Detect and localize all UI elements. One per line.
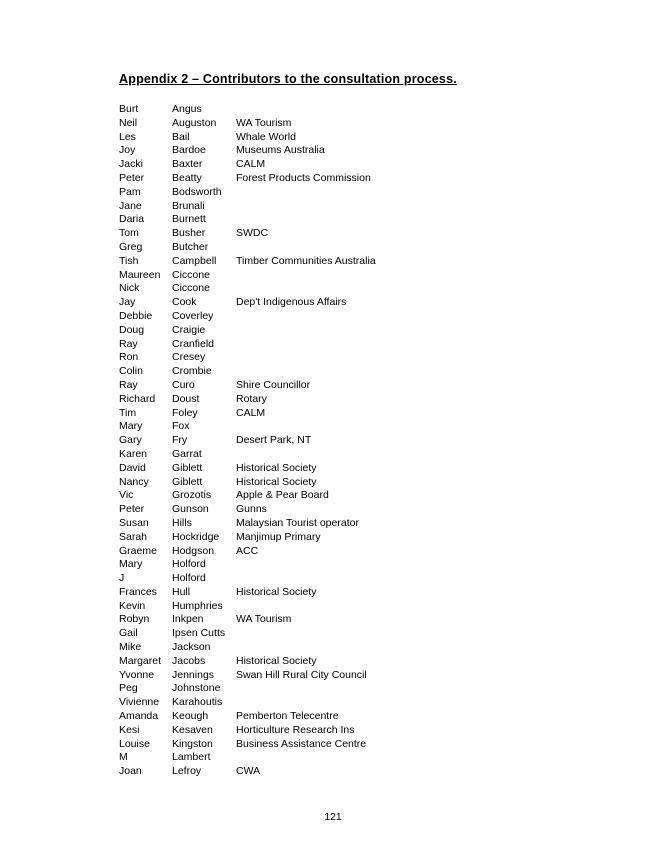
contributor-organisation xyxy=(236,682,536,696)
contributor-first-name: Maureen xyxy=(119,268,161,281)
contributor-first-name: Jacki xyxy=(119,158,143,171)
contributor-first-name: Sarah xyxy=(119,530,148,543)
contributor-organisation xyxy=(236,448,536,462)
contributor-organisation xyxy=(236,103,536,117)
contributor-first-name: Doug xyxy=(119,323,145,336)
contributor-surname: Hills xyxy=(172,516,192,529)
contributor-surname: Fry xyxy=(172,434,188,447)
contributor-first-name: Jay xyxy=(119,296,136,309)
contributor-organisation: Business Assistance Centre xyxy=(236,737,367,750)
table-row xyxy=(119,462,536,476)
table-row xyxy=(119,186,536,200)
contributor-surname: Bail xyxy=(172,130,190,143)
contributor-first-name: Nick xyxy=(119,282,140,295)
contributor-organisation xyxy=(236,641,536,655)
contributor-organisation: CALM xyxy=(236,158,266,171)
contributor-organisation xyxy=(236,241,536,255)
table-row xyxy=(119,255,536,269)
contributor-organisation: Timber Communities Australia xyxy=(236,254,376,267)
contributor-first-name: Vivienne xyxy=(119,696,160,709)
contributor-surname: Johnstone xyxy=(172,682,221,695)
contributor-surname: Inkpen xyxy=(172,613,204,626)
table-row xyxy=(119,269,536,283)
contributor-organisation xyxy=(236,269,536,283)
contributor-surname: Crombie xyxy=(172,365,212,378)
contributors-table xyxy=(119,103,536,779)
table-row xyxy=(119,227,536,241)
contributor-surname: Ciccone xyxy=(172,268,210,281)
table-row xyxy=(119,476,536,490)
table-row xyxy=(119,710,536,724)
page-title: Appendix 2 – Contributors to the consultation process. xyxy=(119,72,457,86)
contributor-surname: Lambert xyxy=(172,751,211,764)
table-row xyxy=(119,586,536,600)
contributor-organisation xyxy=(236,572,536,586)
contributor-surname: Fox xyxy=(172,420,190,433)
contributor-organisation xyxy=(236,696,536,710)
table-row xyxy=(119,655,536,669)
table-row xyxy=(119,172,536,186)
contributor-first-name: Nancy xyxy=(119,475,149,488)
table-row xyxy=(119,144,536,158)
contributor-organisation xyxy=(236,627,536,641)
contributor-first-name: Peter xyxy=(119,503,145,516)
contributor-organisation xyxy=(236,365,536,379)
table-row xyxy=(119,641,536,655)
contributor-first-name: Richard xyxy=(119,392,156,405)
contributor-organisation: Swan Hill Rural City Council xyxy=(236,668,367,681)
table-row xyxy=(119,503,536,517)
contributor-first-name: Burt xyxy=(119,103,139,115)
contributor-organisation xyxy=(236,186,536,200)
table-row xyxy=(119,627,536,641)
contributor-first-name: M xyxy=(119,751,128,764)
table-row xyxy=(119,751,536,765)
contributor-surname: Angus xyxy=(172,103,202,115)
contributor-surname: Jennings xyxy=(172,668,215,681)
contributor-first-name: Susan xyxy=(119,516,149,529)
contributor-first-name: Karen xyxy=(119,447,148,460)
contributor-first-name: Mary xyxy=(119,558,143,571)
contributor-first-name: Jane xyxy=(119,199,142,212)
contributor-organisation xyxy=(236,751,536,765)
contributor-surname: Butcher xyxy=(172,240,209,253)
contributor-organisation: Horticulture Research Ins xyxy=(236,723,355,736)
contributor-surname: Hull xyxy=(172,585,191,598)
contributor-surname: Garrat xyxy=(172,447,202,460)
contributor-first-name: Gary xyxy=(119,434,142,447)
contributor-surname: Kesaven xyxy=(172,723,213,736)
contributor-first-name: Frances xyxy=(119,585,157,598)
contributor-surname: Craigie xyxy=(172,323,206,336)
contributor-surname: Grozotis xyxy=(172,489,212,502)
contributor-organisation: Manjimup Primary xyxy=(236,530,321,543)
contributor-first-name: Tim xyxy=(119,406,137,419)
table-row xyxy=(119,365,536,379)
contributor-first-name: Les xyxy=(119,130,136,143)
contributor-first-name: Colin xyxy=(119,365,143,378)
table-row xyxy=(119,131,536,145)
table-row xyxy=(119,696,536,710)
contributor-organisation: ACC xyxy=(236,544,259,557)
table-row xyxy=(119,338,536,352)
contributor-surname: Hodgson xyxy=(172,544,215,557)
contributor-surname: Giblett xyxy=(172,475,203,488)
table-row xyxy=(119,407,536,421)
contributor-organisation: WA Tourism xyxy=(236,613,292,626)
table-row xyxy=(119,282,536,296)
contributor-surname: Giblett xyxy=(172,461,203,474)
contributor-first-name: Kesi xyxy=(119,723,140,736)
contributor-first-name: Daria xyxy=(119,213,145,226)
contributor-surname: Foley xyxy=(172,406,198,419)
contributor-organisation xyxy=(236,351,536,365)
table-row xyxy=(119,379,536,393)
contributor-organisation xyxy=(236,324,536,338)
table-row xyxy=(119,117,536,131)
contributor-organisation: SWDC xyxy=(236,227,269,240)
contributor-surname: Holford xyxy=(172,572,206,585)
contributor-organisation xyxy=(236,200,536,214)
contributor-organisation: CWA xyxy=(236,765,261,778)
page-number: 121 xyxy=(324,811,342,823)
contributor-organisation: Historical Society xyxy=(236,475,317,488)
contributor-surname: Brunali xyxy=(172,199,205,212)
contributor-first-name: Tom xyxy=(119,227,139,240)
contributor-organisation: Whale World xyxy=(236,130,296,143)
contributor-surname: Kingston xyxy=(172,737,213,750)
contributor-organisation xyxy=(236,310,536,324)
contributor-first-name: Ron xyxy=(119,351,139,364)
contributor-surname: Cranfield xyxy=(172,337,215,350)
contributor-first-name: Kevin xyxy=(119,599,146,612)
contributor-organisation: Shire Councillor xyxy=(236,378,311,391)
contributor-surname: Jacobs xyxy=(172,654,206,667)
contributor-first-name: Ray xyxy=(119,378,138,391)
table-row xyxy=(119,765,536,779)
contributor-first-name: Louise xyxy=(119,737,150,750)
contributor-surname: Humphries xyxy=(172,599,223,612)
contributor-surname: Keough xyxy=(172,710,209,723)
contributor-first-name: Gail xyxy=(119,627,138,640)
contributor-surname: Coverley xyxy=(172,309,214,322)
table-row xyxy=(119,572,536,586)
contributor-first-name: Mary xyxy=(119,420,143,433)
table-row xyxy=(119,517,536,531)
contributor-surname: Cook xyxy=(172,296,197,309)
contributor-surname: Busher xyxy=(172,227,206,240)
table-row xyxy=(119,103,536,117)
contributor-organisation xyxy=(236,558,536,572)
contributor-surname: Cresey xyxy=(172,351,206,364)
table-row xyxy=(119,324,536,338)
contributor-organisation: Historical Society xyxy=(236,461,317,474)
contributor-first-name: Joy xyxy=(119,144,136,157)
contributor-first-name: Yvonne xyxy=(119,668,155,681)
table-row xyxy=(119,669,536,683)
contributor-first-name: Peter xyxy=(119,171,145,184)
table-row xyxy=(119,420,536,434)
contributor-first-name: Tish xyxy=(119,254,139,267)
contributor-first-name: Vic xyxy=(119,489,134,502)
contributor-surname: Ciccone xyxy=(172,282,210,295)
table-row xyxy=(119,241,536,255)
table-row xyxy=(119,545,536,559)
contributor-first-name: J xyxy=(119,572,125,585)
contributor-surname: Doust xyxy=(172,392,200,405)
table-row xyxy=(119,738,536,752)
contributor-organisation: CALM xyxy=(236,406,266,419)
contributor-first-name: Pam xyxy=(119,185,141,198)
contributor-first-name: Robyn xyxy=(119,613,150,626)
contributor-surname: Gunson xyxy=(172,503,209,516)
table-row xyxy=(119,558,536,572)
contributor-organisation xyxy=(236,338,536,352)
table-row xyxy=(119,489,536,503)
contributor-first-name: Peg xyxy=(119,682,138,695)
contributor-organisation: Apple & Pear Board xyxy=(236,489,329,502)
contributor-organisation xyxy=(236,600,536,614)
contributor-first-name: Neil xyxy=(119,116,138,129)
contributor-surname: Curo xyxy=(172,378,195,391)
contributor-first-name: Margaret xyxy=(119,654,162,667)
contributor-organisation: Historical Society xyxy=(236,585,317,598)
contributor-surname: Bodsworth xyxy=(172,185,222,198)
contributor-organisation: Forest Products Commission xyxy=(236,171,371,184)
table-row xyxy=(119,682,536,696)
contributor-surname: Baxter xyxy=(172,158,203,171)
contributor-organisation: Museums Australia xyxy=(236,144,325,157)
contributor-first-name: Graeme xyxy=(119,544,157,557)
contributor-organisation xyxy=(236,282,536,296)
table-row xyxy=(119,613,536,627)
contributor-organisation: Gunns xyxy=(236,503,267,516)
table-row xyxy=(119,434,536,448)
contributor-organisation: Desert Park, NT xyxy=(236,434,312,447)
contributor-surname: Jackson xyxy=(172,641,211,654)
contributor-surname: Campbell xyxy=(172,254,217,267)
contributor-surname: Burnett xyxy=(172,213,206,226)
contributor-first-name: Joan xyxy=(119,765,142,778)
contributor-first-name: David xyxy=(119,461,146,474)
table-row xyxy=(119,448,536,462)
contributor-organisation: Dep't Indigenous Affairs xyxy=(236,296,347,309)
contributor-first-name: Ray xyxy=(119,337,138,350)
contributor-first-name: Mike xyxy=(119,641,142,654)
table-row xyxy=(119,351,536,365)
contributor-surname: Holford xyxy=(172,558,206,571)
table-row xyxy=(119,213,536,227)
contributor-surname: Karahoutis xyxy=(172,696,223,709)
contributor-organisation: Rotary xyxy=(236,392,267,405)
contributor-surname: Auguston xyxy=(172,116,217,129)
contributor-first-name: Debbie xyxy=(119,309,153,322)
contributor-organisation xyxy=(236,420,536,434)
contributor-organisation xyxy=(236,213,536,227)
contributor-organisation: Pemberton Telecentre xyxy=(236,710,339,723)
table-row xyxy=(119,393,536,407)
contributor-organisation: Malaysian Tourist operator xyxy=(236,516,359,529)
contributor-organisation: Historical Society xyxy=(236,654,317,667)
contributor-surname: Ipsen Cutts xyxy=(172,627,226,640)
table-row xyxy=(119,200,536,214)
contributor-surname: Lefroy xyxy=(172,765,202,778)
contributor-first-name: Greg xyxy=(119,240,143,253)
table-row xyxy=(119,724,536,738)
contributor-surname: Hockridge xyxy=(172,530,220,543)
contributor-surname: Bardoe xyxy=(172,144,206,157)
table-row xyxy=(119,600,536,614)
table-row xyxy=(119,310,536,324)
contributor-surname: Beatty xyxy=(172,171,202,184)
contributor-first-name: Amanda xyxy=(119,710,159,723)
table-row xyxy=(119,531,536,545)
contributors-table-body xyxy=(119,103,536,779)
table-row xyxy=(119,296,536,310)
contributor-organisation: WA Tourism xyxy=(236,116,292,129)
table-row xyxy=(119,158,536,172)
